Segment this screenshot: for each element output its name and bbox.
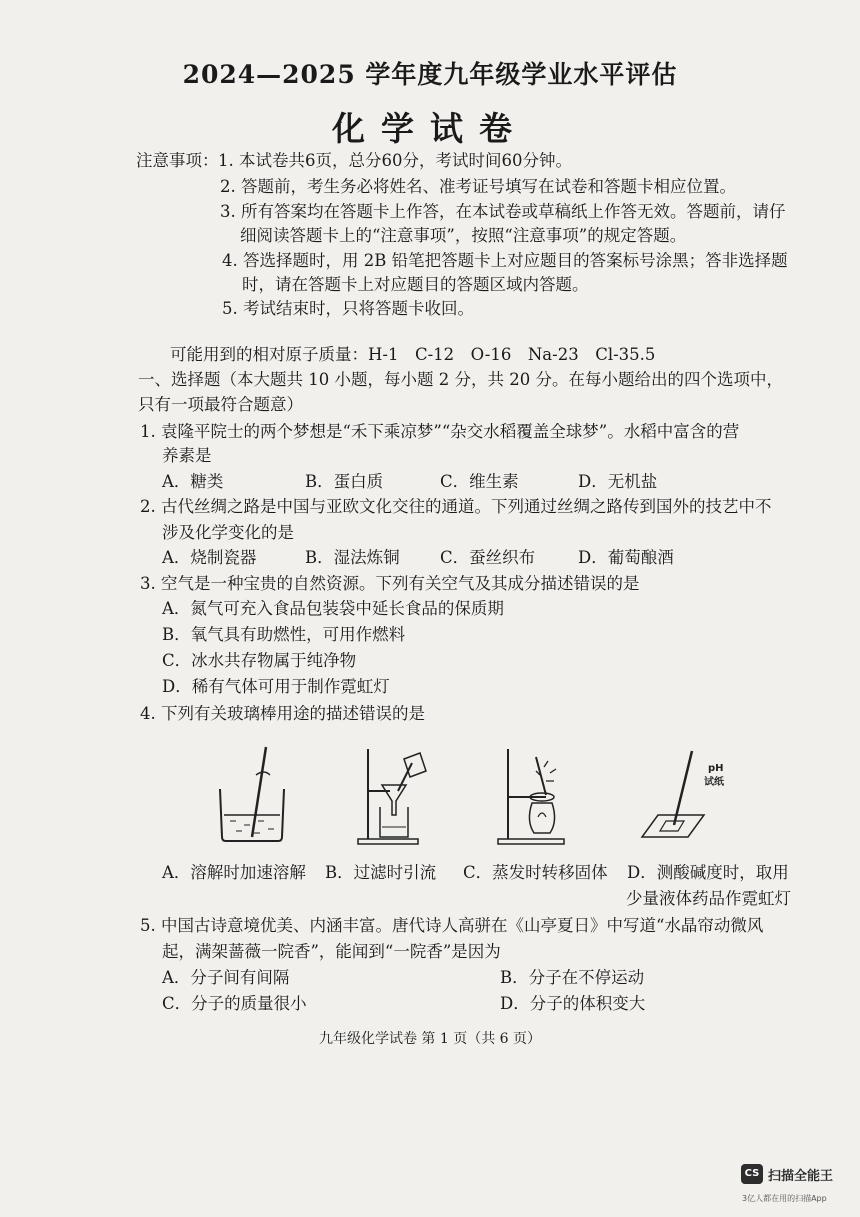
- test-paper-label: 试纸: [704, 777, 724, 788]
- q4-option-d[interactable]: D．测酸碱度时，取用: [627, 863, 789, 882]
- q1-option-b[interactable]: B．蛋白质: [305, 472, 384, 491]
- question-2-stem: 2. 古代丝绸之路是中国与亚欧文化交往的通道。下列通过丝绸之路传到国外的技艺中不: [140, 497, 772, 516]
- q3-option-a[interactable]: A．氮气可充入食品包装袋中延长食品的保质期: [162, 599, 504, 618]
- notice-item: 2. 答题前，考生务必将姓名、准考证号填写在试卷和答题卡相应位置。: [220, 177, 736, 196]
- ph-paper-icon: [640, 745, 740, 845]
- q2-option-d[interactable]: D．葡萄酿酒: [578, 548, 674, 567]
- q5-option-a[interactable]: A．分子间有间隔: [162, 968, 290, 987]
- figure-a-dissolving: [212, 745, 292, 845]
- q2-option-a[interactable]: A．烧制瓷器: [162, 548, 257, 567]
- q3-option-d[interactable]: D．稀有气体可用于制作霓虹灯: [162, 677, 390, 696]
- q1-option-a[interactable]: A．糖类: [162, 472, 224, 491]
- question-5-stem-cont: 起，满架蔷薇一院香”，能闻到“一院香”是因为: [162, 942, 501, 961]
- notice-item: 5. 考试结束时，只将答题卡收回。: [222, 299, 474, 318]
- notice-label: 注意事项：: [136, 151, 219, 170]
- q3-option-c[interactable]: C．冰水共存物属于纯净物: [162, 651, 357, 670]
- figure-c-evaporation: [496, 745, 576, 845]
- q1-option-c[interactable]: C．维生素: [440, 472, 519, 491]
- figure-d-ph-test: [640, 745, 740, 845]
- camscanner-slogan: 3亿人都在用的扫描App: [742, 1194, 827, 1203]
- camscanner-logo-icon: CS: [741, 1164, 763, 1184]
- notice-item: 4. 答选择题时，用 2B 铅笔把答题卡上对应题目的答案标号涂黑；答非选择题: [222, 251, 788, 270]
- question-3-stem: 3. 空气是一种宝贵的自然资源。下列有关空气及其成分描述错误的是: [140, 574, 640, 593]
- camscanner-name: 扫描全能王: [768, 1169, 834, 1184]
- ph-label: pH: [708, 763, 724, 774]
- q2-option-c[interactable]: C．蚕丝织布: [440, 548, 536, 567]
- q5-option-b[interactable]: B．分子在不停运动: [500, 968, 645, 987]
- notice-item: 1. 本试卷共6页，总分60分，考试时间60分钟。: [218, 151, 572, 170]
- q5-option-d[interactable]: D．分子的体积变大: [500, 994, 646, 1013]
- exam-title: 2024—2025 学年度九年级学业水平评估: [182, 60, 678, 89]
- section-heading-cont: 只有一项最符合题意）: [138, 395, 303, 414]
- atomic-masses: 可能用到的相对原子质量：H-1 C-12 O-16 Na-23 Cl-35.5: [170, 345, 656, 364]
- q4-option-b[interactable]: B．过滤时引流: [325, 863, 437, 882]
- q4-option-c[interactable]: C．蒸发时转移固体: [463, 863, 608, 882]
- q4-option-d-cont: 少量液体药品作霓虹灯: [626, 889, 791, 908]
- q5-option-c[interactable]: C．分子的质量很小: [162, 994, 307, 1013]
- notice-item: 时，请在答题卡上对应题目的答题区域内答题。: [242, 275, 589, 294]
- q3-option-b[interactable]: B．氧气具有助燃性，可用作燃料: [162, 625, 406, 644]
- question-1-stem-cont: 养素是: [162, 446, 212, 465]
- q1-option-d[interactable]: D．无机盐: [578, 472, 658, 491]
- question-2-stem-cont: 涉及化学变化的是: [162, 523, 294, 542]
- exam-subtitle: 化学试卷: [332, 109, 528, 148]
- notice-item: 细阅读答题卡上的“注意事项”，按照“注意事项”的规定答题。: [240, 226, 687, 245]
- question-1-stem: 1. 袁隆平院士的两个梦想是“禾下乘凉梦”“杂交水稻覆盖全球梦”。水稻中富含的营: [140, 422, 740, 441]
- q2-option-b[interactable]: B．湿法炼铜: [305, 548, 400, 567]
- filtration-icon: [354, 745, 434, 845]
- page-footer: 九年级化学试卷 第 1 页（共 6 页）: [318, 1031, 542, 1047]
- figure-b-filtration: [354, 745, 434, 845]
- notice-item: 3. 所有答案均在答题卡上作答，在本试卷或草稿纸上作答无效。答题前，请仔: [220, 202, 786, 221]
- section-heading: 一、选择题（本大题共 10 小题，每小题 2 分，共 20 分。在每小题给出的四个选项中，: [138, 370, 783, 389]
- evaporation-icon: [496, 745, 576, 845]
- q4-option-a[interactable]: A．溶解时加速溶解: [162, 863, 306, 882]
- question-4-stem: 4. 下列有关玻璃棒用途的描述错误的是: [140, 704, 425, 723]
- beaker-stirring-icon: [212, 745, 292, 845]
- question-5-stem: 5. 中国古诗意境优美、内涵丰富。唐代诗人高骈在《山亭夏日》中写道“水晶帘动微风: [140, 916, 764, 935]
